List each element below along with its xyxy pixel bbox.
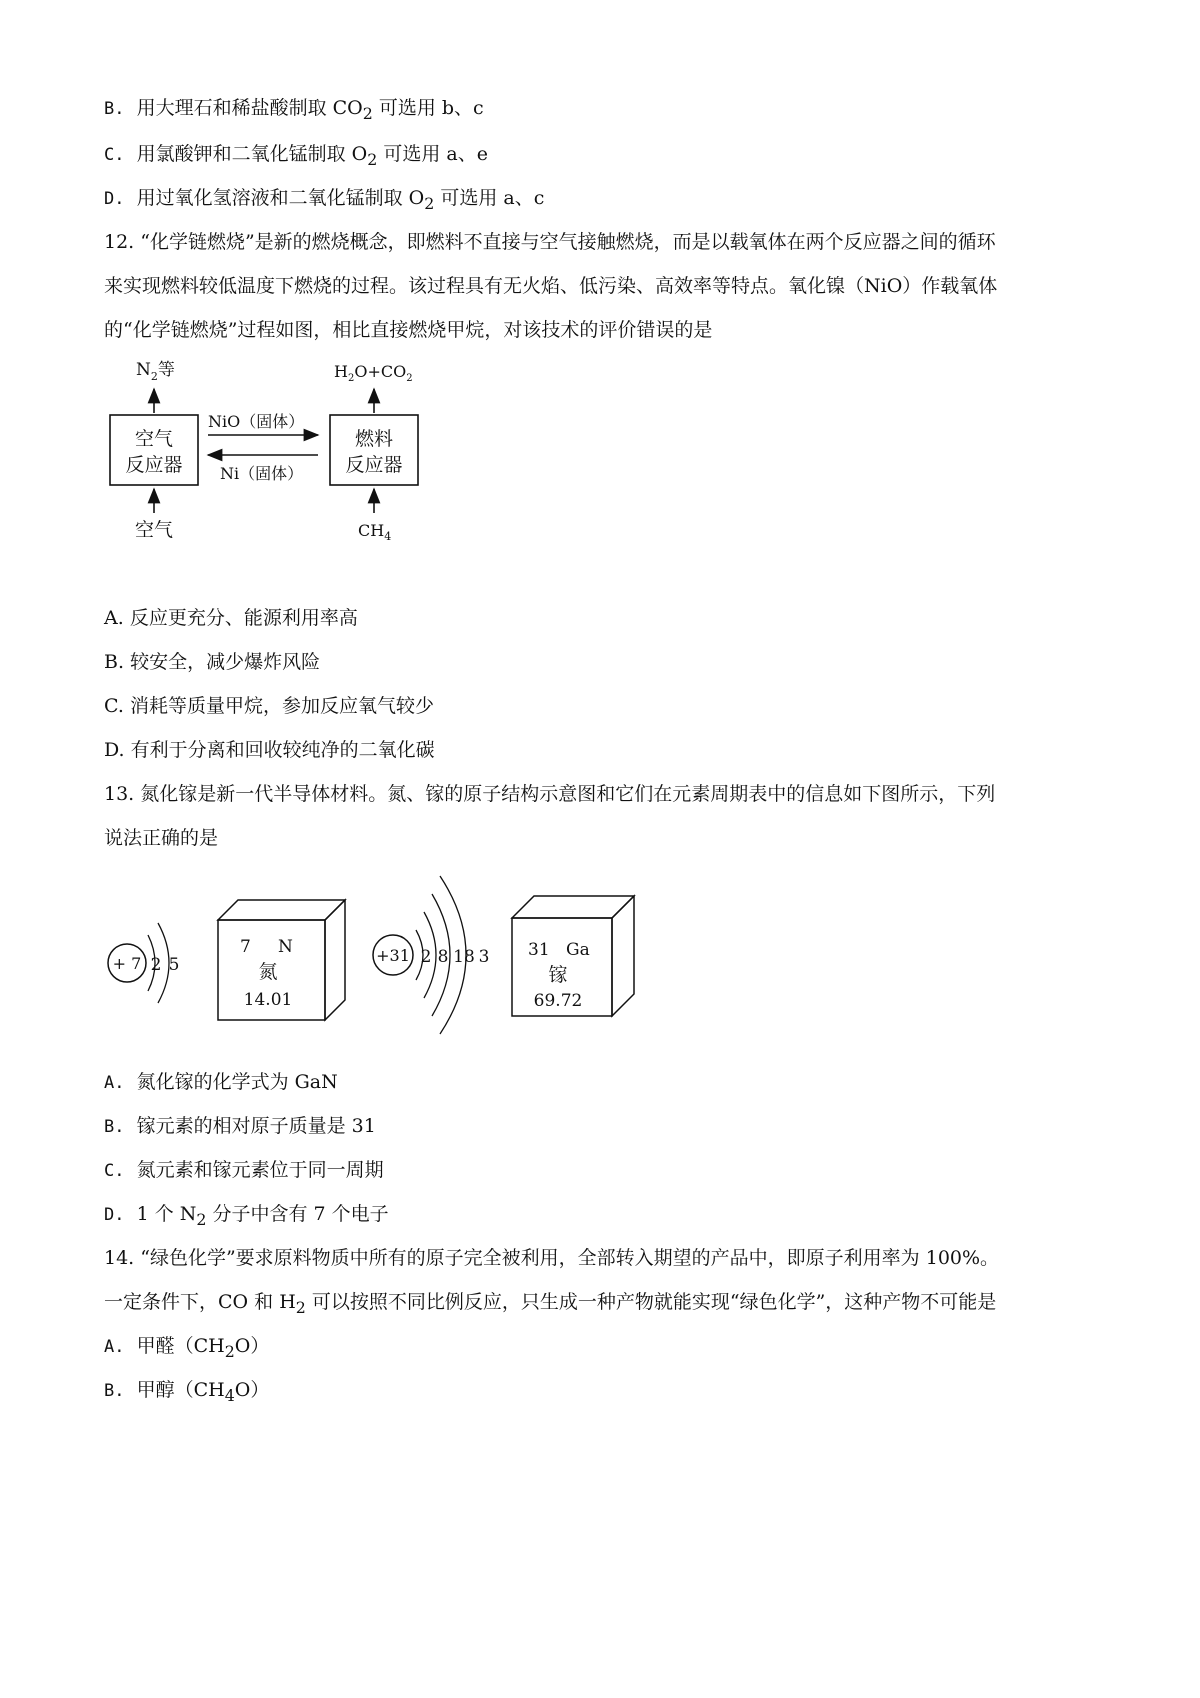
q14-option-a xyxy=(104,1334,269,1364)
gallium-shell-2-electrons: 8 xyxy=(437,947,449,967)
gallium-shell-3-electrons: 18 xyxy=(453,947,475,967)
q13-option-d xyxy=(104,1202,389,1232)
nitrogen-nucleus-charge: + 7 xyxy=(112,954,142,973)
option-text: 较安全，减少爆炸风险 xyxy=(130,651,321,673)
q11-option-b xyxy=(104,96,484,126)
option-letter: B. xyxy=(104,1381,125,1401)
nitrogen-symbol: N xyxy=(278,937,293,957)
gallium-shell-1-electrons: 2 xyxy=(420,947,432,967)
subscript: 4 xyxy=(224,1385,235,1405)
option-text: 用大理石和稀盐酸制取 CO xyxy=(136,97,363,119)
option-letter: A. xyxy=(104,1073,125,1093)
fuel-reactor-label-2: 反应器 xyxy=(345,454,403,476)
option-letter: D. xyxy=(104,739,125,761)
option-text-tail: 可选用 b、c xyxy=(372,97,484,119)
option-text: 用过氧化氢溶液和二氧化锰制取 O xyxy=(136,187,425,209)
air-reactor-label-2: 反应器 xyxy=(125,454,183,476)
fuel-reactor-output: $H_2O+CO_2$ xyxy=(334,362,413,384)
nitrogen-name: 氮 xyxy=(258,961,278,983)
q13-option-a xyxy=(104,1070,338,1095)
subscript: 2 xyxy=(224,1341,235,1361)
option-text-tail: O） xyxy=(234,1379,270,1401)
nitrogen-shell-2-electrons: 5 xyxy=(168,955,180,975)
nio-label: NiO（固体） xyxy=(208,412,305,431)
air-reactor-input: 空气 xyxy=(134,519,174,541)
ni-label: Ni（固体） xyxy=(220,464,304,483)
q14-option-b xyxy=(104,1378,269,1408)
option-letter: B. xyxy=(104,1117,125,1137)
chemical-looping-diagram xyxy=(100,355,440,545)
gallium-atomic-number: 31 xyxy=(528,940,550,960)
subscript: 2 xyxy=(295,1297,306,1317)
atomic-structure-diagram xyxy=(100,860,660,1040)
nitrogen-atomic-number: 7 xyxy=(240,937,251,957)
option-text: 氮化镓的化学式为 GaN xyxy=(136,1071,338,1093)
option-text: 反应更充分、能源利用率高 xyxy=(129,607,358,629)
option-letter: C. xyxy=(104,145,125,165)
q12-option-b xyxy=(104,650,320,674)
option-text: 用氯酸钾和二氧化锰制取 O xyxy=(136,143,368,165)
q11-option-c xyxy=(104,142,488,172)
fuel-reactor-input: $CH_4$ xyxy=(358,521,392,543)
q12-option-c xyxy=(104,694,434,718)
gallium-nucleus-charge: +31 xyxy=(376,946,410,965)
option-letter: A. xyxy=(104,1337,125,1357)
q14-stem-line1: 14. “绿色化学”要求原料物质中所有的原子完全被利用，全部转入期望的产品中，即原子利用率为 100%。 xyxy=(104,1247,1000,1269)
gallium-shell-4-electrons: 3 xyxy=(478,947,490,967)
subscript: 2 xyxy=(424,193,435,213)
option-text: 甲醇（CH xyxy=(136,1379,225,1401)
option-text: 镓元素的相对原子质量是 31 xyxy=(136,1115,376,1137)
q12-stem-line1: 12. “化学链燃烧”是新的燃烧概念，即燃料不直接与空气接触燃烧，而是以载氧体在两个反应器之间的循环 xyxy=(104,231,996,253)
subscript: 2 xyxy=(362,103,373,123)
q12-stem-line2: 来实现燃料较低温度下燃烧的过程。该过程具有无火焰、低污染、高效率等特点。氧化镍（NiO）作载氧体 xyxy=(104,275,998,297)
option-text-tail: 分子中含有 7 个电子 xyxy=(206,1203,389,1225)
option-text: 1 个 N xyxy=(136,1203,197,1225)
subscript: 2 xyxy=(196,1209,207,1229)
option-letter: D. xyxy=(104,1205,125,1225)
stem-text-tail: 可以按照不同比例反应，只生成一种产物就能实现“绿色化学”，这种产物不可能是 xyxy=(305,1291,997,1313)
option-text-tail: 可选用 a、e xyxy=(377,143,488,165)
q13-option-b xyxy=(104,1114,376,1139)
gallium-symbol: Ga xyxy=(566,940,590,960)
option-letter: B. xyxy=(104,99,125,119)
option-letter: B. xyxy=(104,651,125,673)
option-text: 消耗等质量甲烷，参加反应氧气较少 xyxy=(129,695,434,717)
stem-text: 一定条件下，CO 和 H xyxy=(104,1291,296,1313)
q13-option-c xyxy=(104,1158,384,1183)
option-letter: C. xyxy=(104,695,124,717)
q11-option-d xyxy=(104,186,544,216)
air-reactor-output: $N_2$等 xyxy=(136,360,175,383)
nitrogen-shell-1-electrons: 2 xyxy=(150,955,162,975)
air-reactor-label-1: 空气 xyxy=(134,428,174,450)
fuel-reactor-label-1: 燃料 xyxy=(354,428,394,450)
q13-stem-line2: 说法正确的是 xyxy=(104,827,219,849)
q12-option-d xyxy=(104,738,435,762)
subscript: 2 xyxy=(367,149,378,169)
option-letter: D. xyxy=(104,189,125,209)
q12-stem-line3: 的“化学链燃烧”过程如图，相比直接燃烧甲烷，对该技术的评价错误的是 xyxy=(104,319,713,341)
q14-stem-line2 xyxy=(104,1290,996,1320)
gallium-mass: 69.72 xyxy=(533,991,583,1011)
gallium-name: 镓 xyxy=(548,964,568,986)
option-text-tail: O） xyxy=(234,1335,270,1357)
option-text: 有利于分离和回收较纯净的二氧化碳 xyxy=(130,739,435,761)
q12-option-a xyxy=(104,606,358,630)
option-text: 甲醛（CH xyxy=(136,1335,225,1357)
option-text-tail: 可选用 a、c xyxy=(434,187,545,209)
nitrogen-mass: 14.01 xyxy=(243,990,293,1010)
q13-stem-line1: 13. 氮化镓是新一代半导体材料。氮、镓的原子结构示意图和它们在元素周期表中的信息如下图所示，下列 xyxy=(104,783,996,805)
option-letter: A. xyxy=(104,607,124,629)
option-text: 氮元素和镓元素位于同一周期 xyxy=(136,1159,384,1181)
option-letter: C. xyxy=(104,1161,125,1181)
